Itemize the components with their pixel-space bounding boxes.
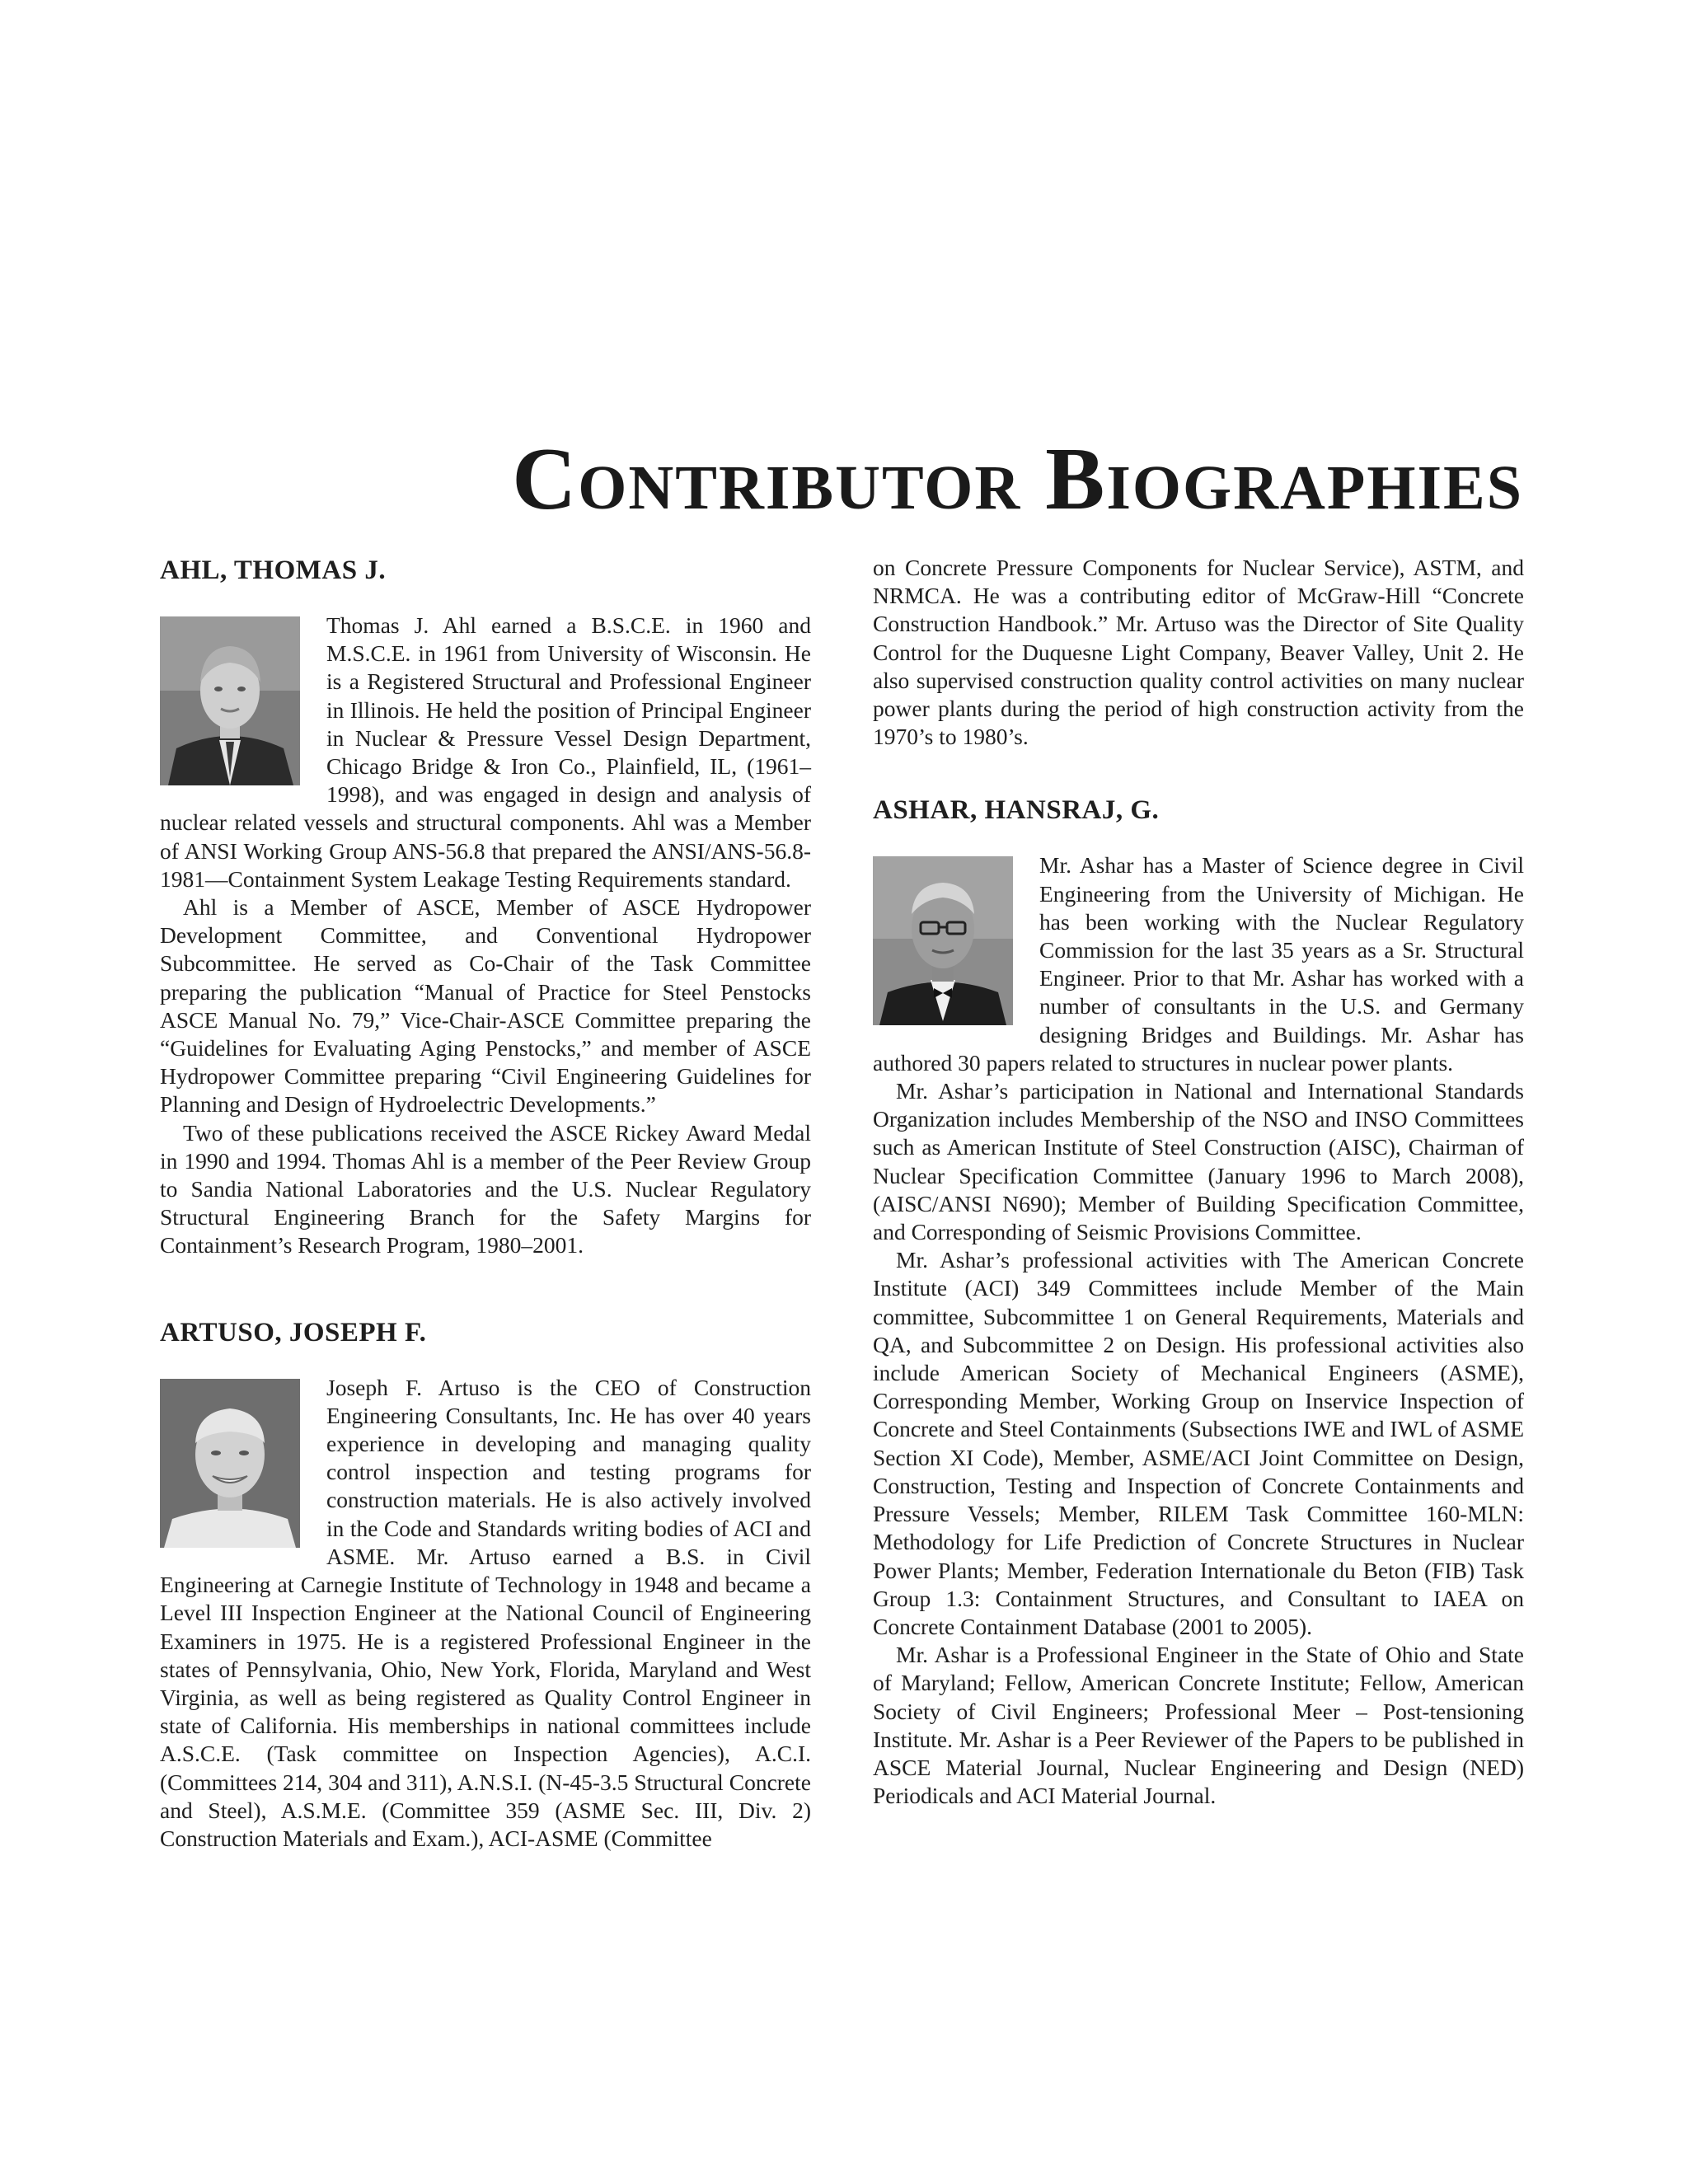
bio-name: ASHAR, HANSRAJ, G.	[873, 795, 1160, 826]
bio-name: ARTUSO, JOSEPH F.	[160, 1317, 427, 1347]
portrait-ashar-image	[873, 856, 1013, 1025]
bio-paragraph: Joseph F. Artuso is the CEO of Construction Engineering Consultants, Inc. He has over 40 years experience in developing and managing quality control inspection and testing programs for construction materials. He is also actively involved in the Code and Standards writing bodies of ACI and ASME. Mr. Artuso earned a B.S. in Civil Engineering at Carnegie Institute of Technology in 1948 and became a Level III Inspection Engineer at the National Council of Engineering Examiners in 1975. He is a registered Professional Engineer in the states of Pennsylvania, Ohio, New York, Florida, Maryland and West Virginia, as well as being registered as Quality Control Engineer in state of California. His memberships in national committees include A.S.C.E. (Task committee on Inspection Agencies), A.C.I. (Committees 214, 304 and 311), A.N.S.I. (N-45-3.5 Structural Concrete and Steel), A.S.M.E. (Committee 359 (ASME Sec. III, Div. 2) Construction Materials and Exam.), ACI-ASME (Committee	[160, 1374, 811, 1851]
left-column	[160, 554, 811, 1853]
bio-paragraph: Mr. Ashar’s professional activities with The American Concrete Institute (ACI) 349 Committees include Member of the Main committee, Subcommittee 1 on General Requirements, Materials and QA, and Subcommittee 2 on Design. His professional activities also include American Society of Mechanical Engineers (ASME), Corresponding Member, Working Group on Inservice Inspection of Concrete and Steel Containments (Subsections IWE and IWL of ASME Section XI Code), Member, ASME/ACI Joint Committee on Design, Construction, Testing and Inspection of Concrete Containments and Pressure Vessels; Member, RILEM Task Committee 160-MLN: Methodology for Life Prediction of Concrete Structures in Nuclear Power Plants; Member, Federation Internationale du Beton (FIB) Task Group 1.3: Containment Structures, and Consultant to IAEA on Concrete Containment Database (2001 to 2005).	[873, 1247, 1524, 1639]
bio-ahl	[160, 554, 811, 1260]
bio-artuso	[160, 1316, 811, 1853]
bio-paragraph: Mr. Ashar has a Master of Science degree in Civil Engineering from the University of Michigan. He has been working with the Nuclear Regulatory Commission for the last 35 years as a Sr. Structural Engineer. Prior to that Mr. Ashar has worked with a number of consultants in the U.S. and Germany designing Bridges and Buildings. Mr. Ashar has authored 30 papers related to structures in nuclear power plants.	[873, 852, 1524, 1076]
bio-ashar	[873, 794, 1524, 1810]
bio-paragraph: Two of these publications received the ASCE Rickey Award Medal in 1990 and 1994. Thomas Ahl is a member of the Peer Review Group to Sandia National Laboratories and the U.S. Nuclear Regulatory Structural Engineering Branch for the Safety Margins for Containment’s Research Program, 1980–2001.	[160, 1119, 811, 1258]
portrait-photo	[160, 1379, 300, 1548]
right-column	[873, 554, 1524, 1810]
bio-artuso-continued	[873, 554, 1524, 751]
bio-paragraph: Ahl is a Member of ASCE, Member of ASCE Hydropower Development Committee, and Conventional Hydropower Subcommittee. He served as Co-Chair of the Task Committee preparing the publication “Manual of Practice for Steel Penstocks ASCE Manual No. 79,” Vice-Chair-ASCE Committee preparing the “Guidelines for Evaluating Aging Penstocks,” and member of ASCE Hydropower Committee preparing “Civil Engineering Guidelines for Planning and Design of Hydroelectric Developments.”	[160, 894, 811, 1118]
bio-name: AHL, THOMAS J.	[160, 555, 387, 585]
portrait-ahl-image	[160, 616, 300, 785]
portrait-photo	[873, 856, 1013, 1025]
page-title: Contributor Biographies	[512, 430, 1523, 528]
portrait-artuso-image	[160, 1379, 300, 1548]
bio-paragraph-continued: on Concrete Pressure Components for Nuclear Service), ASTM, and NRMCA. He was a contributing editor of McGraw-Hill “Concrete Construction Handbook.” Mr. Artuso was the Director of Site Quality Control for the Duquesne Light Company, Beaver Valley, Unit 2. He also supervised construction quality control activities on many nuclear power plants during the period of high construction activity from the 1970’s to 1980’s.	[873, 555, 1524, 750]
bio-paragraph: Mr. Ashar’s participation in National and International Standards Organization includes Membership of the NSO and INSO Committees such as American Institute of Steel Construction (AISC), Chairman of Nuclear Specification Committee (January 1996 to March 2008), (AISC/ANSI N690); Member of Building Specification Committee, and Corresponding of Seismic Provisions Committee.	[873, 1078, 1524, 1245]
portrait-photo	[160, 616, 300, 785]
bio-paragraph: Mr. Ashar is a Professional Engineer in the State of Ohio and State of Maryland; Fellow, American Concrete Institute; Fellow, American Society of Civil Engineers; Professional Meer – Post-tensioning Institute. Mr. Ashar is a Peer Reviewer of the Papers to be published in ASCE Material Journal, Nuclear Engineering and Design (NED) Periodicals and ACI Material Journal.	[873, 1642, 1524, 1809]
bio-paragraph: Thomas J. Ahl earned a B.S.C.E. in 1960 and M.S.C.E. in 1961 from University of Wisconsin. He is a Registered Structural and Professional Engineer in Illinois. He held the position of Principal Engineer in Nuclear & Pressure Vessel Design Department, Chicago Bridge & Iron Co., Plainfield, IL, (1961–1998), and was engaged in design and analysis of nuclear related vessels and structural components. Ahl was a Member of ANSI Working Group ANS-56.8 that prepared the ANSI/ANS-56.8-1981—Containment System Leakage Testing Requirements standard.	[160, 612, 811, 892]
